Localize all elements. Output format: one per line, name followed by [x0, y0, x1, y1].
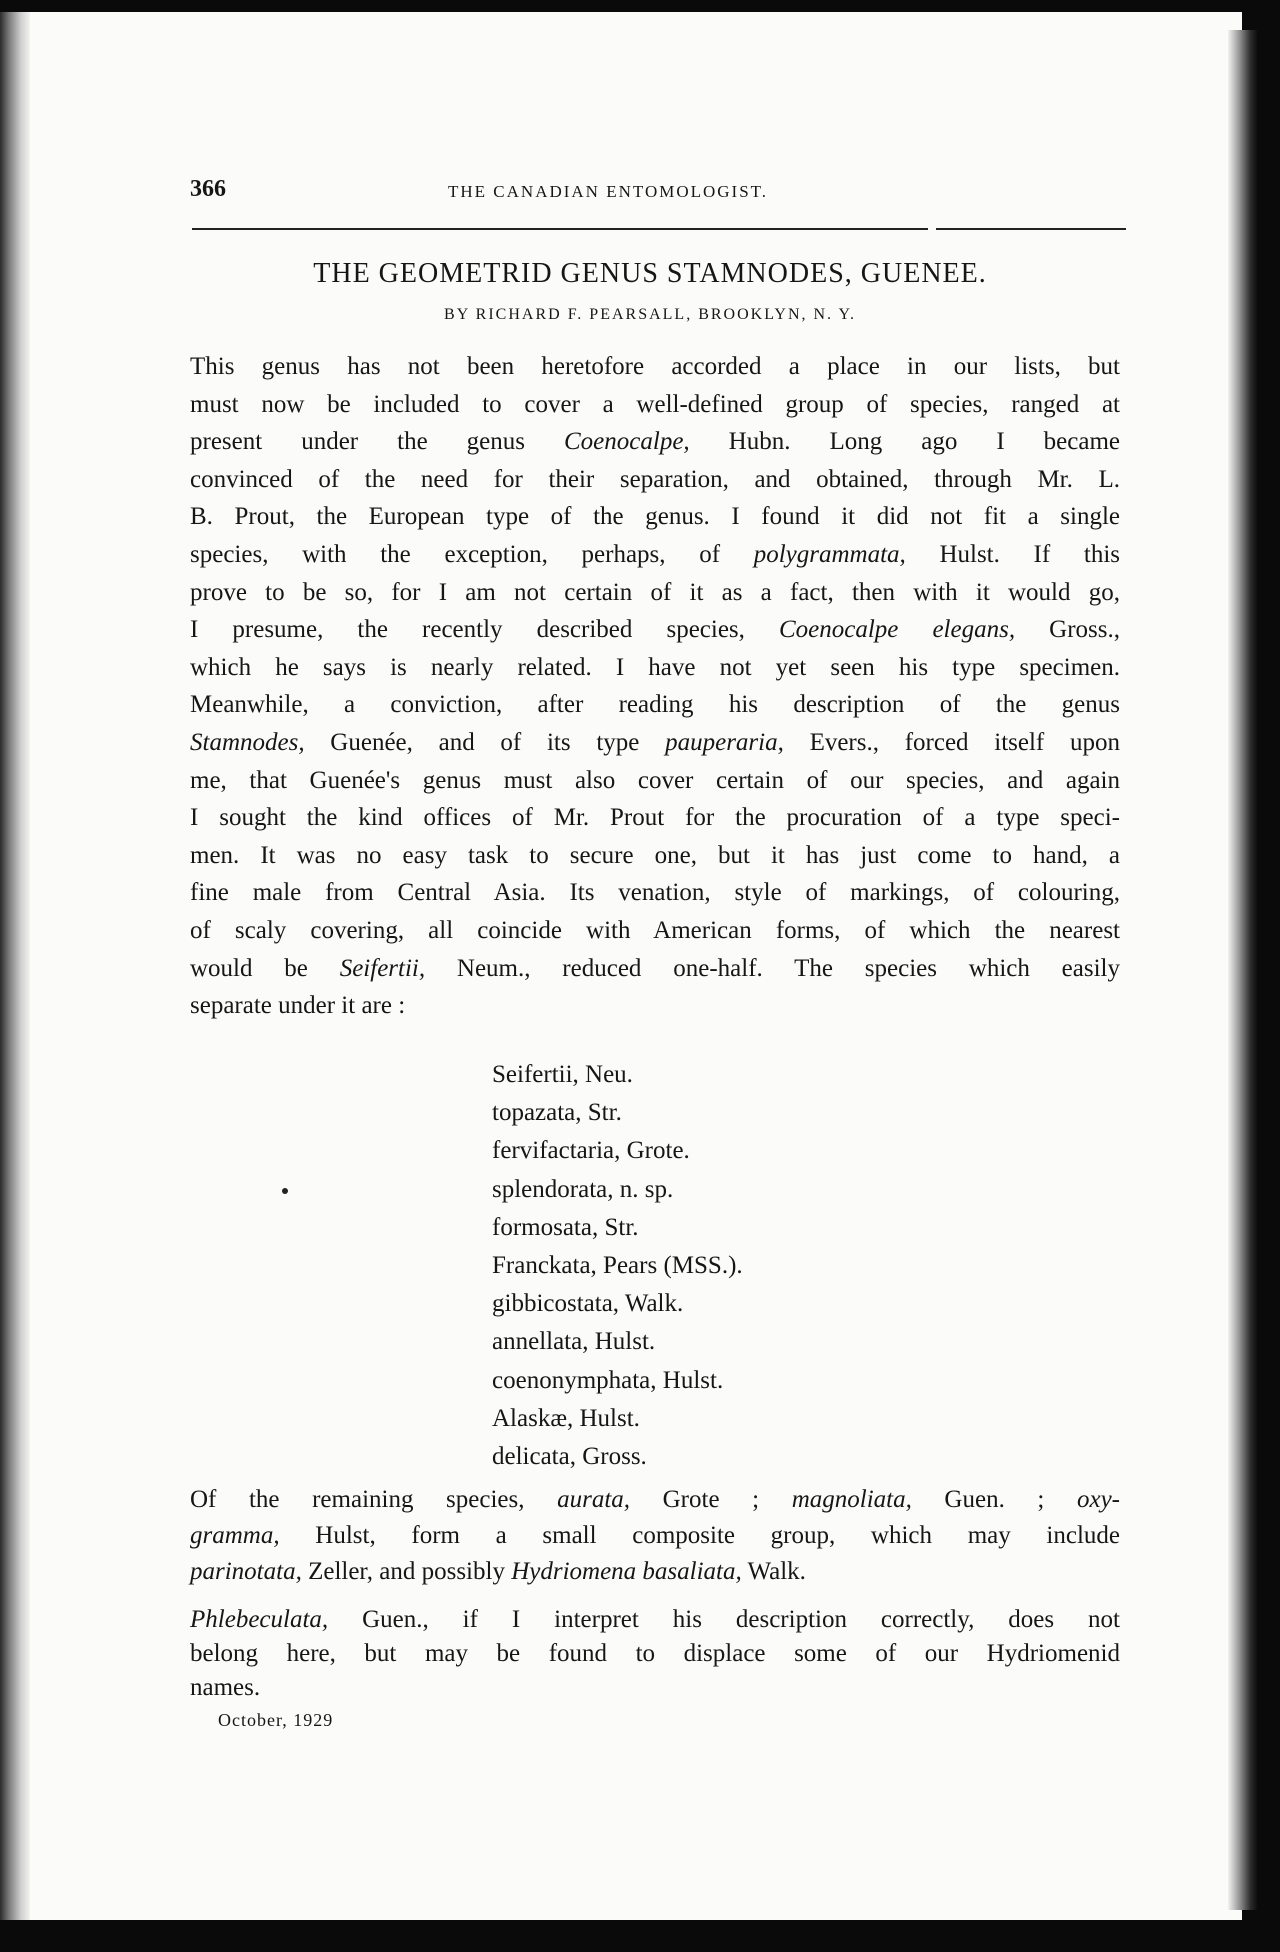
page-header	[190, 176, 1120, 206]
text-line: Meanwhile, a conviction, after reading his description of the genus	[190, 691, 1120, 719]
text-line: prove to be so, for I am not certain of it as a fact, then with it would go,	[190, 578, 1120, 606]
text-line: belong here, but may be found to displace some of our Hydriomenid	[190, 1640, 1120, 1667]
species-list-item: splendorata, n. sp.	[492, 1175, 674, 1203]
text-line: parinotata, Zeller, and possibly Hydriomena basaliata, Walk.	[190, 1558, 806, 1585]
species-list-item: Seifertii, Neu.	[492, 1061, 633, 1088]
text-line: separate under it are :	[190, 992, 406, 1020]
species-list-item: topazata, Str.	[492, 1099, 622, 1127]
text-line: This genus has not been heretofore accorded a place in our lists, but	[190, 353, 1120, 380]
text-line: Of the remaining species, aurata, Grote ; magnoliata, Guen. ; oxy-	[190, 1486, 1120, 1513]
text-line: would be Seifertii, Neum., reduced one-half. The species which easily	[190, 954, 1120, 982]
species-list-item: formosata, Str.	[492, 1213, 639, 1241]
species-list-item: Franckata, Pears (MSS.).	[492, 1251, 743, 1279]
binding-shadow	[0, 12, 30, 1920]
text-line: must now be included to cover a well-defined group of species, ranged at	[190, 390, 1120, 418]
species-list-item: delicata, Gross.	[492, 1442, 647, 1470]
text-line: Phlebeculata, Guen., if I interpret his description correctly, does not	[190, 1606, 1120, 1633]
species-list-item: Alaskæ, Hulst.	[492, 1404, 640, 1432]
text-line: B. Prout, the European type of the genus. I found it did not fit a single	[190, 503, 1120, 531]
species-list-item: coenonymphata, Hulst.	[492, 1366, 724, 1394]
text-line: which he says is nearly related. I have not yet seen his type specimen.	[190, 653, 1120, 681]
species-list-item: gibbicostata, Walk.	[492, 1290, 684, 1318]
text-line: names.	[190, 1674, 261, 1701]
date-line: October, 1929	[218, 1710, 334, 1730]
running-head: THE CANADIAN ENTOMOLOGIST.	[448, 182, 769, 201]
text-line: gramma, Hulst, form a small composite group, which may include	[190, 1522, 1120, 1549]
text-line: me, that Guenée's genus must also cover certain of our species, and again	[190, 766, 1120, 794]
article-title: THE GEOMETRID GENUS STAMNODES, GUENEE.	[313, 258, 987, 289]
list-marker-dot	[282, 1188, 288, 1194]
text-line: I sought the kind offices of Mr. Prout for the procuration of a type speci-	[190, 804, 1120, 832]
text-line: present under the genus Coenocalpe, Hubn. Long ago I became	[190, 428, 1121, 456]
text-line: men. It was no easy task to secure one, but it has just come to hand, a	[190, 841, 1120, 869]
text-line: Stamnodes, Guenée, and of its type pauperaria, Evers., forced itself upon	[190, 729, 1120, 756]
article-byline: BY RICHARD F. PEARSALL, BROOKLYN, N. Y.	[444, 306, 856, 323]
header-rule	[192, 228, 928, 230]
text-line: convinced of the need for their separation, and obtained, through Mr. L.	[190, 465, 1120, 493]
text-line: fine male from Central Asia. Its venation, style of markings, of colouring,	[190, 879, 1120, 907]
species-list-item: fervifactaria, Grote.	[492, 1137, 690, 1165]
page-number: 366	[190, 176, 226, 202]
text-line: species, with the exception, perhaps, of polygrammata, Hulst. If this	[190, 541, 1120, 568]
species-list-item: annellata, Hulst.	[492, 1328, 656, 1356]
text-line: I presume, the recently described species, Coenocalpe elegans, Gross.,	[190, 616, 1121, 644]
species-list	[492, 1056, 892, 1476]
text-line: of scaly covering, all coincide with American forms, of which the nearest	[190, 917, 1120, 944]
header-rule-segment	[936, 228, 1126, 230]
page-edge-shadow	[1228, 30, 1258, 1910]
